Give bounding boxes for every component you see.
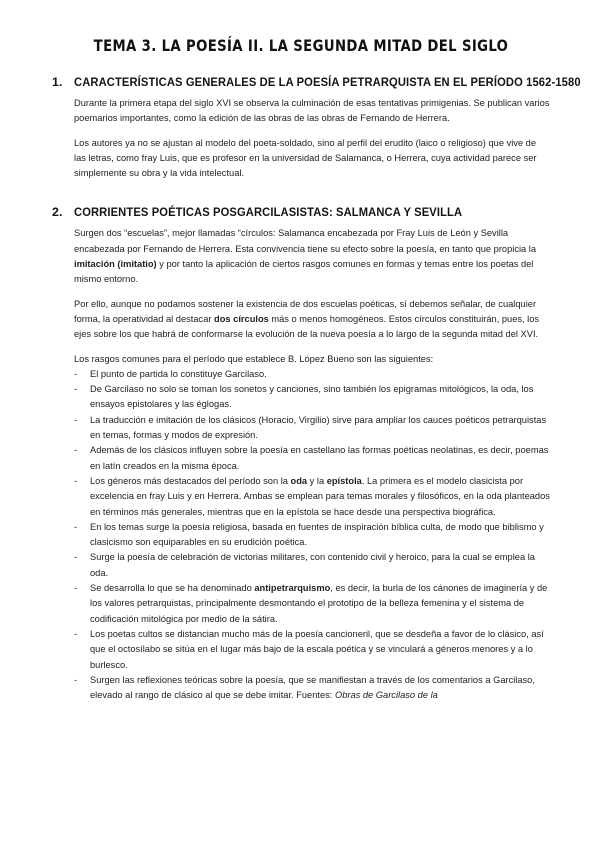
b10-text-a: Surgen las reflexiones teóricas sobre la poesía, que se manifiestan a través de los comentarios a Garcilaso, elevado al rango de clásico al que se debe imitar. Fuentes: [90,674,535,701]
list-item: - En los temas surge la poesía religiosa, basada en fuentes de inspiración bíblica culta, de modo que biblismo y clasicismo son equiparables en su erudición poética. [74,520,550,551]
list-item: - La traducción e imitación de los clásicos (Horacio, Virgilio) sirve para ampliar los cauces poéticos petrarquistas en temas, formas y modos de expresión. [74,413,550,444]
list-item: - Los poetas cultos se distancian mucho más de la poesía cancioneril, que se desdeña a favor de lo clásico, así que el octosílabo se sitúa en el lugar más bajo de la escala poética y se vinculará a géneros menores y a lo burlesco. [74,627,550,673]
section-1-body [52,96,550,181]
list-item [74,581,550,627]
list-item: - Surge la poesía de celebración de victorias militares, con contenido civil y heroico, para la cual se emplea la oda. [74,550,550,581]
list-item [74,673,550,704]
p2-text-c: más o menos homogéneos. Estos círculos constituirán, pues, los ejes sobre los que habrá de conformarse la evolución de la nueva poesía a lo largo de la segunda mitad del XVI. [74,313,540,340]
section-2-title: CORRIENTES POÉTICAS POSGARCILASISTAS: SALMANCA Y SEVILLA [74,205,463,220]
p1-text-a: Surgen dos “escuelas”, mejor llamadas “círculos: Salamanca encabezada por Fray Luis de León y Sevilla encabezada por Fernando de Herrera. Esta convivencia tiene su efecto sobre la poesía, en tanto que propicia la [74,228,537,254]
b8-bold-antipetrarquismo: antipetrarquismo [254,583,331,594]
list-item: - De Garcilaso no solo se toman los sonetos y canciones, sino también los epigramas mitológicos, la oda, los ensayos epistolares y las églogas. [74,382,550,413]
b10-italic-fuentes: Obras de Garcilaso de la [334,690,438,701]
p2-text-a: Por ello, aunque no podamos sostener la existencia de dos escuelas poéticas, sí debemos señalar, de cualquier forma, la operatividad al destacar [74,298,537,324]
section-2-body [52,226,550,703]
b5-text-c: . La primera es el modelo clasicista por excelencia en fray Luis y en Herrera. Ambas se emplean para temas morales y filosóficos, en la oda planteados en términos más generales, mientras que en la epístola se hace desde una perspectiva biográfica. [90,475,550,517]
b8-text-a: Se desarrolla lo que se ha denominado [90,583,255,594]
section-1-title: CARACTERÍSTICAS GENERALES DE LA POESÍA PETRARQUISTA EN EL PERÍODO 1562-1580 [74,75,581,89]
section-1-paragraph-2: Los autores ya no se ajustan al modelo del poeta-soldado, sino al perfil del erudito (laico o religioso) que vive de las letras, como fray Luis, que es profesor en la universidad de Salamanca, o Herrera, cuya actividad parece ser simplemente su obra y la vida intelectual. [74,137,537,179]
list-intro: Los rasgos comunes para el período que establece B. López Bueno son las siguientes: [74,353,434,364]
section-2-heading [52,205,550,219]
section-2-number: 2. [52,205,63,220]
section-1-heading [52,75,581,89]
list-item: - El punto de partida lo constituye Garcilaso. [74,367,550,382]
section-1-number: 1. [52,75,63,89]
p2-bold-circulos: dos círculos [214,313,269,324]
section-2-paragraph-2 [74,297,550,343]
list-item: - Además de los clásicos influyen sobre la poesía en castellano las formas poéticas neolatinas, es decir, poemas en latín creados en la misma época. [74,443,550,474]
b8-text-c: , es decir, la burla de los cánones de imaginería y de los valores petrarquistas, principalmente desmontando el prototipo de la belleza femenina y el sistema de codificación mitológica por medio de la sátira. [90,583,548,624]
p1-bold-imitacion: imitación (imitatio) [74,259,157,270]
b5-bold-oda: oda [290,475,308,486]
b5-text-a: Los géneros más destacados del período son la [90,475,291,486]
b5-bold-epistola: epístola [326,475,362,486]
section-1-paragraph-1: Durante la primera etapa del siglo XVI se observa la culminación de esas tentativas primigenias. Se publican varios poemarios importantes, como la edición de las obras de las obras de Fernando de Herrera. [74,98,550,124]
list-item [74,474,550,520]
document-title: TEMA 3. LA POESÍA II. LA SEGUNDA MITAD DEL SIGLO [93,36,509,55]
p1-text-c: y por tanto la aplicación de ciertos rasgos comunes en formas y temas entre los poetas del mismo entorno. [74,259,534,285]
section-2-paragraph-1 [74,226,550,287]
rasgos-list [74,367,550,704]
b5-text-y: y la [307,475,327,486]
